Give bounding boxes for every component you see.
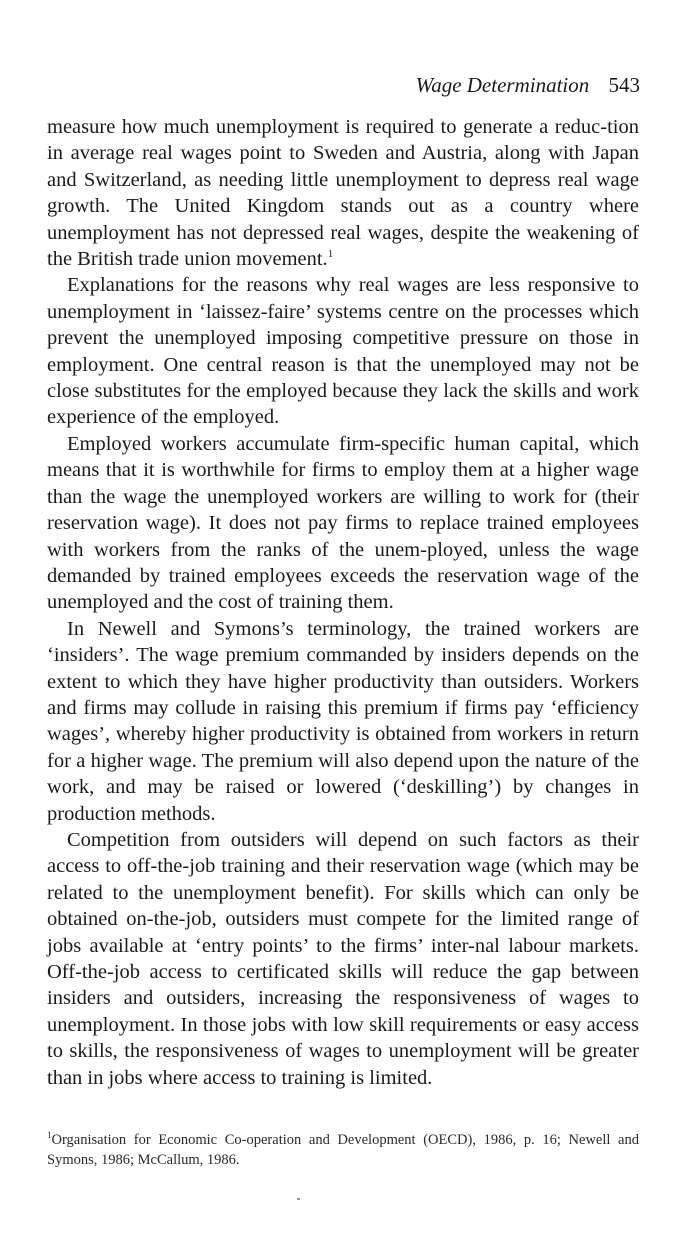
footnote-marker: 1 (47, 1130, 52, 1140)
paragraph-2: Explanations for the reasons why real wages are less responsive to unemployment in ‘laissez-faire’ systems centre on the processes which prevent the unemployed imposing competitive pressure on those in employment. One central reason is that the unemployed may not be close substitutes for the employed because they lack the skills and work experience of the employed. (47, 274, 639, 429)
paragraph-5: Competition from outsiders will depend on such factors as their access to off-the-job training and their reservation wage (which may be related to the unemployment benefit). For skills which can only be obtained on-the-job, outsiders must compete for the limited range of jobs available at ‘entry points’ to the firms’ inter-nal labour markets. Off-the-job access to certificated skills will reduce the gap between insiders and outsiders, increasing the responsiveness of wages to unemployment. In those jobs with low skill requirements or easy access to skills, the responsiveness of wages to unemployment will be greater than in jobs where access to training is limited. (47, 828, 639, 1089)
running-head (416, 72, 640, 98)
paragraph-1 (47, 114, 639, 272)
footnote-text: Organisation for Economic Co-operation and Development (OECD), 1986, p. 16; Newell and Symons, 1986; McCallum, 1986. (47, 1132, 639, 1168)
footnote (47, 1130, 639, 1170)
paragraph-3: Employed workers accumulate firm-specific human capital, which means that it is worthwhile for firms to employ them at a higher wage than the wage the unemployed workers are willing to work for (their reservation wage). It does not pay firms to replace trained employees with workers from the ranks of the unem-ployed, unless the wage demanded by trained employees exceeds the reservation wage of the unemployed and the cost of training them. (47, 432, 639, 614)
paragraph-4: In Newell and Symons’s terminology, the trained workers are ‘insiders’. The wage premium commanded by insiders depends on the extent to which they have higher productivity than outsiders. Workers and firms may collude in raising this premium if firms pay ‘efficiency wages’, whereby higher productivity is obtained from workers in return for a higher wage. The premium will also depend upon the nature of the work, and may be raised or lowered (‘deskilling’) by changes in production methods. (47, 617, 639, 825)
scan-speck (297, 1198, 300, 1200)
footnote-ref: 1 (327, 248, 334, 261)
body-text (47, 114, 639, 1091)
running-head-title: Wage Determination (415, 73, 590, 97)
page-number: 543 (608, 73, 640, 97)
paragraph-1-text: measure how much unemployment is required to generate a reduc-tion in average real wages point to Sweden and Austria, along with Japan and Switzerland, as needing little unemployment to depress real wage growth. The United Kingdom stands out as a country where unemployment has not depressed real wages, despite the weakening of the British trade union movement. (47, 116, 639, 271)
